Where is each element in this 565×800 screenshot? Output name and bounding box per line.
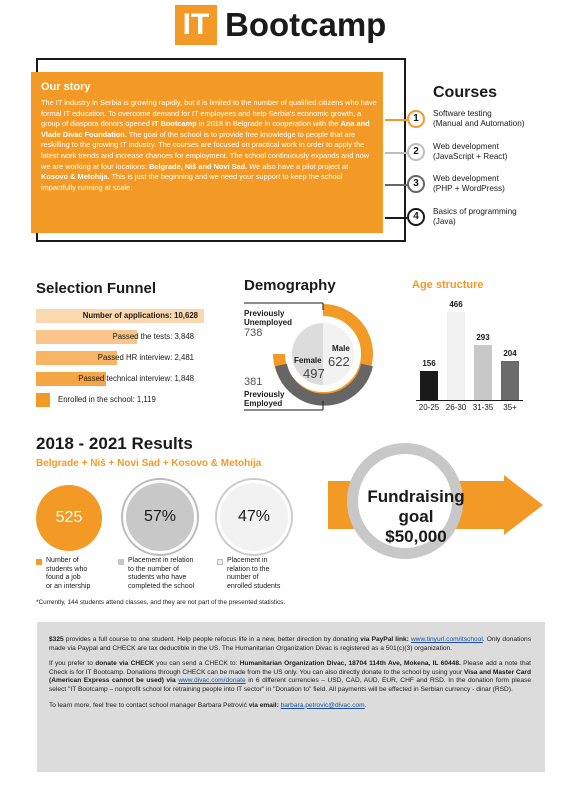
- funnel-title: Selection Funnel: [36, 280, 157, 297]
- divac-donate-link[interactable]: www.divac.com/donate: [178, 677, 246, 685]
- story-text: The IT industry in Serbia is growing rapidly, but it is limited to the number of qualified citizens who have formal IT education. To overcome demand for IT employees and help Serbia's economic growth, a group of diaspora donors opened IT Bootcamp in 2018 in Belgrade in cooperation with the Ana and Vlade Divac Foundation. The goal of the school is to provide free knowledge to people that are reskilling to the growing IT industry. The courses are focused on practical work in order to apply the latest work trends and increase chances for employment. The school continuously expands and now we are working at four locations: Belgrade, Niš and Novi Sad. We also have a pilot project at Kosovo & Metohija. This is just the beginning and we need your support to keep the school impactfully running at scale.: [41, 98, 377, 192]
- enrolled-legend-square: [217, 559, 223, 565]
- employed-label: Previously Employed: [244, 390, 285, 408]
- age-title: Age structure: [412, 279, 484, 291]
- funnel-label: Enrolled in the school: 1,119: [58, 395, 156, 404]
- logo-it-text: IT: [182, 8, 210, 41]
- story-panel: [31, 72, 383, 233]
- funnel-label: Passed technical interview: 1,848: [78, 374, 194, 383]
- age-bar: [474, 345, 492, 400]
- logo-it-box: [175, 5, 217, 45]
- course-item: Basics of programming (Java): [433, 207, 517, 226]
- course-connector-line: [385, 119, 407, 121]
- age-value-label: 466: [449, 300, 463, 309]
- course-item: Web development (JavaScript + React): [433, 142, 508, 161]
- donation-info-box: [37, 622, 545, 772]
- age-value-label: 204: [503, 349, 517, 359]
- age-category-label: 31-35: [472, 403, 494, 412]
- completed-legend-square: [118, 559, 124, 565]
- logo-title: Bootcamp: [225, 6, 387, 43]
- age-value-label: 293: [476, 332, 490, 342]
- course-connector-line: [385, 184, 407, 186]
- employed-value: 381: [244, 376, 263, 388]
- fundraising-goal: Fundraising goal $50,000: [367, 487, 465, 546]
- enrolled-placement-circle: 47%: [217, 480, 291, 554]
- completed-placement-circle: 57%: [123, 480, 197, 554]
- age-bar: [501, 361, 519, 400]
- male-value: 622: [328, 354, 350, 369]
- jobs-note: Number of students who found a job or an intership: [46, 557, 91, 590]
- unemployed-label: Previously Unemployed: [244, 309, 293, 327]
- unemployed-value: 738: [244, 327, 263, 339]
- completed-note: Placement in relation to the number of students who have completed the school: [128, 557, 195, 590]
- results-title: 2018 - 2021 Results: [36, 434, 193, 453]
- donation-paragraph-contact: To learn more, feel free to contact school manager Barbara Petrović via email: barbara.petrovic@divac.com.: [49, 701, 367, 709]
- age-bar: [420, 371, 438, 400]
- course-number-badge: 1: [407, 110, 425, 128]
- course-connector-line: [385, 152, 407, 154]
- age-chart: [418, 300, 530, 412]
- funnel-label: Number of applications: 10,628: [82, 311, 198, 320]
- story-title: Our story: [41, 81, 91, 93]
- course-number-badge: 3: [407, 175, 425, 193]
- age-category-label: 26-30: [445, 403, 467, 412]
- jobs-circle: 525: [36, 485, 102, 551]
- age-category-label: 35+: [503, 403, 517, 412]
- age-bar: [447, 312, 465, 400]
- course-number-badge: 4: [407, 208, 425, 226]
- funnel-label: Passed the tests: 3,848: [112, 332, 194, 341]
- contact-email-link[interactable]: barbara.petrovic@divac.com: [280, 701, 365, 709]
- donation-text: [49, 636, 531, 717]
- female-label: Female: [294, 356, 322, 365]
- jobs-legend-square: [36, 559, 42, 565]
- results-subtitle: Belgrade + Niš + Novi Sad + Kosovo & Metohija: [36, 458, 262, 469]
- age-value-label: 156: [422, 358, 436, 368]
- male-label: Male: [332, 344, 350, 353]
- course-number-badge: 2: [407, 143, 425, 161]
- funnel-label: Passed HR interview: 2,481: [97, 353, 194, 362]
- course-connector-line: [385, 217, 407, 219]
- donation-paragraph-paypal: $325 provides a full course to one student. Help people refocus life in a new, better direction by donating via PayPal link: www.tinyurl.com/itschool. Only donations made via Paypal and CHECK are tax deductible in the US. The Humanitarian Organization Divac is registered as a 501(c)(3) organization.: [49, 636, 531, 652]
- enrolled-note: Placement in relation to the number of enrolled students: [227, 557, 281, 590]
- demography-title: Demography: [244, 277, 336, 294]
- paypal-link[interactable]: www.tinyurl.com/itschool: [410, 636, 483, 643]
- courses-title: Courses: [433, 84, 498, 101]
- course-item: Web development (PHP + WordPress): [433, 174, 505, 193]
- age-category-label: 20-25: [418, 403, 440, 412]
- donation-paragraph-check: If you prefer to donate via CHECK you can send a CHECK to: Humanitarian Organization Divac, 18704 114th Ave, Mokena, IL 60448. Please add a note that Check is for IT Bootcamp. Donations through CHECK can be made from the US only. You can also directly donate to the school by using your Visa and Master Card (American Express cannot be used) via www.divac.com/donate in 6 different currencies – USD, CAD, AUD, EUR, CHF and RSD. In the donation form please select "IT Bootcamp – nonprofit school for retraining people into IT sector" in "Donation to" field. All payments will be effected in Serbian currency - dinar (RSD).: [49, 660, 531, 693]
- age-axis-line: [416, 400, 523, 401]
- course-item: Software testing (Manual and Automation): [433, 109, 525, 128]
- female-value: 497: [303, 366, 325, 381]
- results-footnote: *Currently, 144 students attend classes, and they are not part of the presented statistics.: [36, 599, 286, 606]
- funnel-bar: [36, 393, 50, 407]
